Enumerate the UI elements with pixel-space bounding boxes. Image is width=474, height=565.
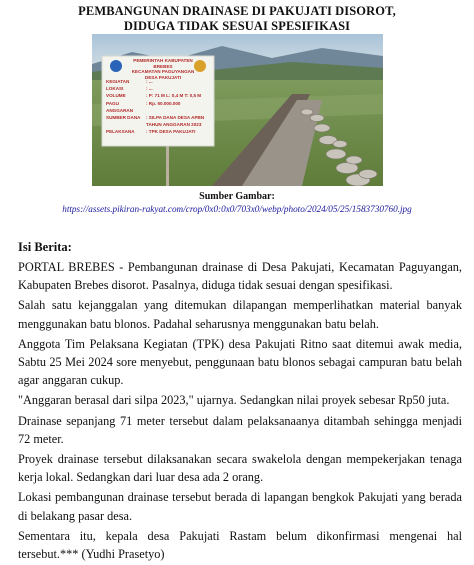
sign-value: TAHUN ANGGARAN 2023	[146, 122, 202, 128]
article-paragraph: Anggota Tim Pelaksana Kegiatan (TPK) desa Pakujati Ritno saat ditemui awak media, Sabtu 25 Mei 2024 sore menyebut, penggunaan batu blonos sebagai campuran batu belah agar anggaran cukup.	[18, 336, 462, 388]
article-paragraph: Proyek drainase tersebut dilaksanakan secara swakelola dengan mempekerjakan tenaga kerja lokal. Sedangkan dari luar desa ada 2 orang.	[18, 452, 462, 485]
image-source-label: Sumber Gambar:	[199, 191, 275, 202]
sign-value: : SILPA DANA DESA APBN	[146, 115, 205, 121]
sign-label: LOKASI	[106, 86, 124, 92]
sign-header-line: KECAMATAN PAGUYANGAN	[131, 69, 195, 75]
section-heading: Isi Berita:	[18, 240, 72, 254]
sign-label: PELAKSANA	[106, 129, 135, 135]
sign-label: KEGIATAN	[106, 79, 130, 84]
sign-value: : ...	[146, 79, 153, 84]
sign-label: VOLUME	[106, 93, 126, 99]
article-title	[0, 4, 474, 34]
article-paragraph: Salah satu kejanggalan yang ditemukan dilapangan memperlihatkan material banyak menggunakan batu blonos. Padahal seharusnya menggunakan batu belah.	[18, 298, 462, 331]
sign-value: : P: 71 M L: 0,4 M T: 0,5 M	[146, 93, 202, 99]
article-paragraph: Drainase sepanjang 71 meter tersebut dalam pelaksanaanya ditambah sehingga menjadi 72 meter.	[18, 413, 462, 446]
sign-value: : TPK DESA PAKUJATI	[146, 129, 196, 135]
sign-label: SUMBER DANA	[106, 115, 141, 121]
article-photo	[92, 34, 383, 186]
article-paragraph: Lokasi pembangunan drainase tersebut berada di lapangan bengkok Pakujati yang berada di belakang pasar desa.	[18, 490, 462, 523]
sign-label	[106, 121, 146, 128]
article-paragraph: PORTAL BREBES - Pembangunan drainase di Desa Pakujati, Kecamatan Paguyangan, Kabupaten Brebes disorot. Pasalnya, diduga tidak sesuai dengan spesifikasi.	[18, 260, 462, 293]
sign-value: : ...	[146, 86, 153, 92]
article-paragraph: "Anggaran berasal dari silpa 2023," ujarnya. Sedangkan nilai proyek sebesar Rp50 juta.	[18, 393, 450, 408]
sign-label: PAGU ANGGARAN	[106, 100, 134, 113]
sign-value: : Rp. 50.000.000	[146, 100, 181, 106]
title-line-1: PEMBANGUNAN DRAINASE DI PAKUJATI DISOROT,	[78, 4, 396, 18]
sign-header-line: PEMERINTAH KABUPATEN BREBES	[133, 58, 193, 69]
sign-header-line: DESA PAKUJATI	[144, 74, 182, 80]
sign-body	[106, 78, 212, 136]
image-source-url[interactable]: https://assets.pikiran-rakyat.com/crop/0x0:0x0/703x0/webp/photo/2024/05/25/1583730760.jpg	[62, 204, 412, 214]
article-body	[18, 258, 462, 565]
title-line-2: DIDUGA TIDAK SESUAI SPESIFIKASI	[123, 19, 351, 33]
article-paragraph: Sementara itu, kepala desa Pakujati Rastam belum dikonfirmasi mengenai hal tersebut.*** (Yudhi Prasetyo)	[18, 528, 462, 562]
